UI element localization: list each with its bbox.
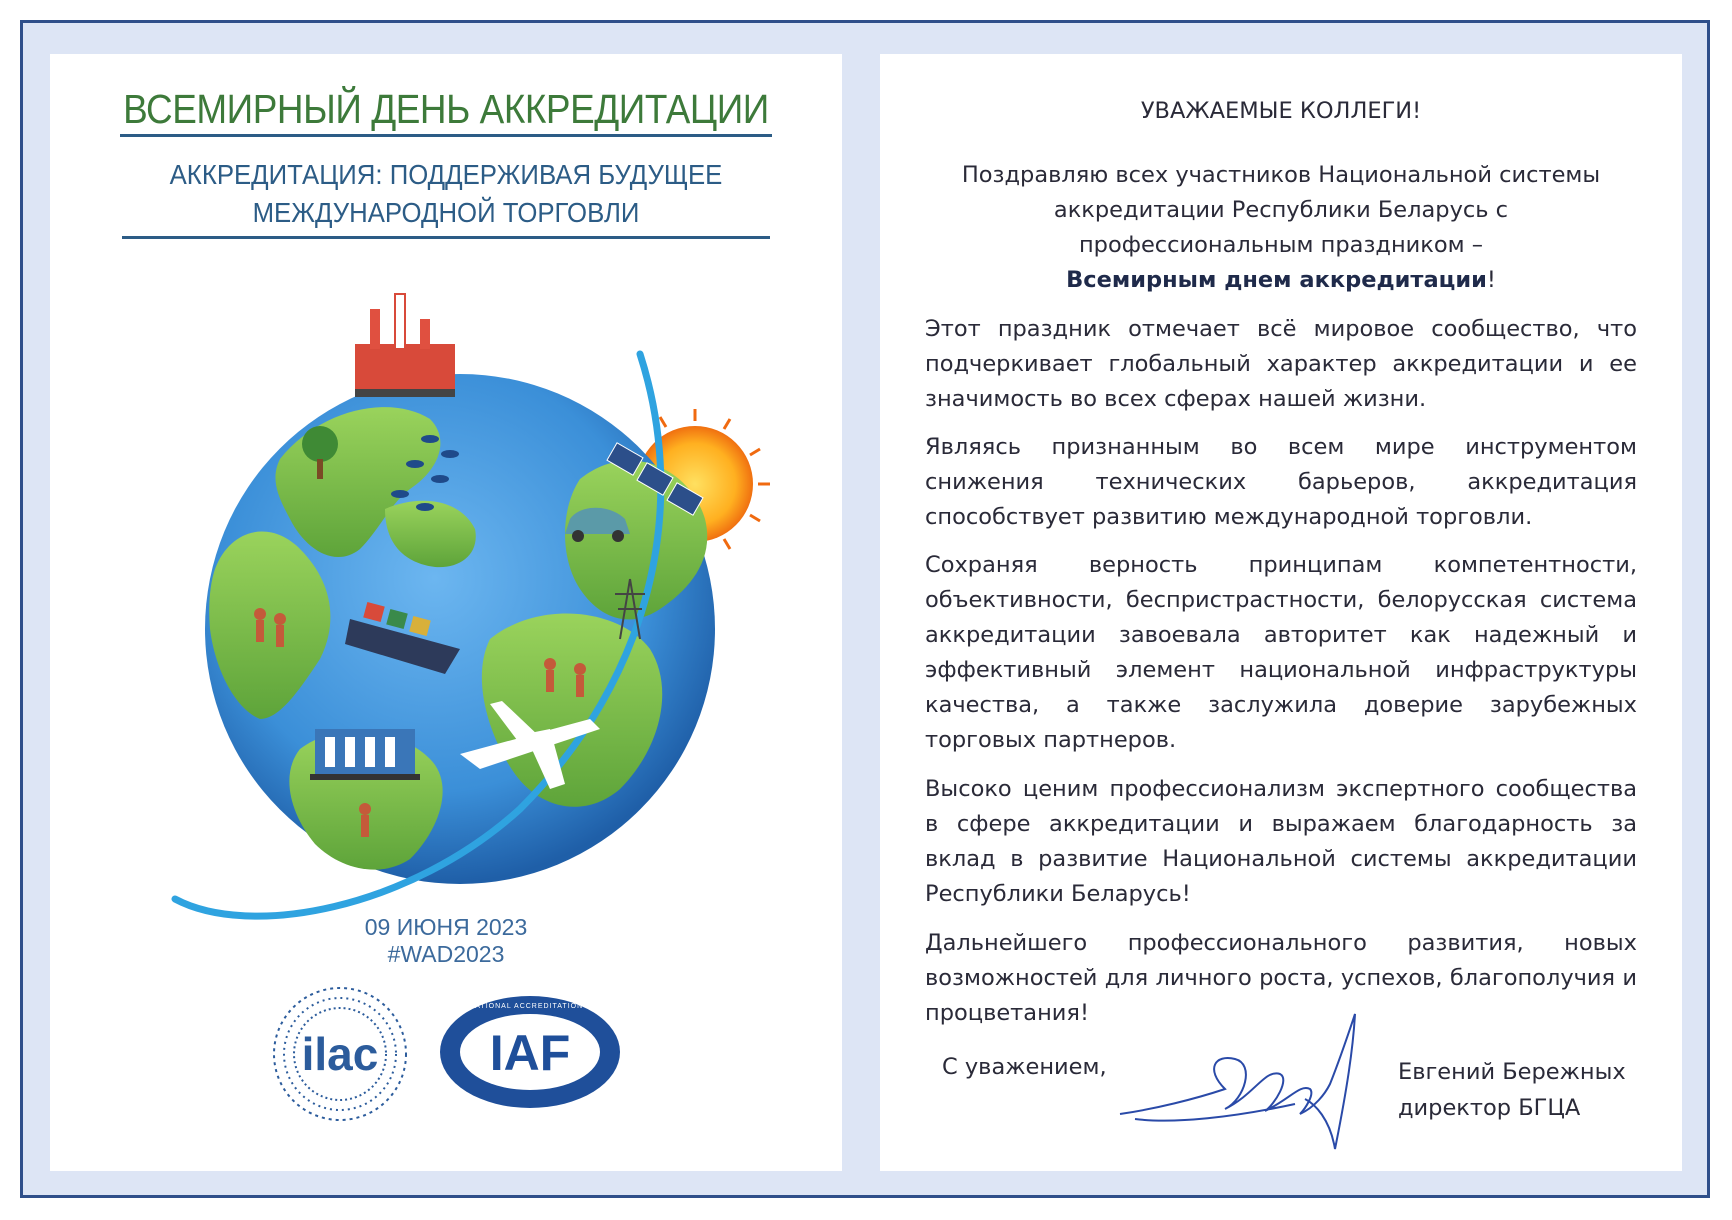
letter-paragraph-3: Сохраняя верность принципам компетентности, объективности, беспристрастности, белорусская система аккредитации завоевала авторитет как надежный и эффективный элемент национальной инфраструктуры качества, а также заслужила доверие зарубежных торговых партнеров. [925,552,1637,753]
letter-closing: С уважением, [942,1054,1107,1080]
letter-paragraph-1: Этот праздник отмечает всё мировое сообщество, что подчеркивает глобальный характер аккредитации и ее значимость во всех сферах нашей жизни. [925,316,1637,412]
signer-title: директор БГЦА [1398,1095,1581,1121]
intro-line1: Поздравляю всех участников Национальной системы [961,162,1601,188]
poster-hashtag: #WAD2023 [387,941,505,967]
iaf-logo-text: IAF [489,1025,571,1081]
letter-paragraph-5: Дальнейшего профессионального развития, новых возможностей для личного роста, успехов, благополучия и процветания! [925,930,1637,1026]
ilac-logo-text: ilac [301,1028,379,1080]
globe-illustration [130,249,830,949]
intro-end: ! [1486,267,1496,293]
letter-paragraph-2: Являясь признанным во всем мире инструментом снижения технических барьеров, аккредитация способствует развитию международной торговли. [925,434,1637,530]
letter-signer [1398,1054,1626,1126]
letter-panel [880,54,1682,1171]
intro-line4 [925,263,1637,298]
poster-subtitle-line1: АККРЕДИТАЦИЯ: ПОДДЕРЖИВАЯ БУДУЩЕЕ [169,159,723,190]
signature-image [1115,999,1375,1169]
title-divider-top [120,134,772,137]
intro-line3: профессиональным праздником – [1078,232,1484,258]
iaf-logo [435,992,625,1112]
signer-name: Евгений Бережных [1398,1059,1626,1085]
intro-line2: аккредитации Республики Беларусь с [1053,197,1509,223]
poster-panel [50,54,842,1171]
poster-subtitle [82,156,811,232]
intro-bold: Всемирным днем аккредитации [1066,267,1487,293]
factory-icon [355,294,455,397]
ilac-logo [270,984,410,1124]
title-divider-bottom [122,236,770,239]
poster-date: 09 ИЮНЯ 2023 [364,914,528,940]
letter-greeting: УВАЖАЕМЫЕ КОЛЛЕГИ! [1140,98,1422,124]
letter-intro [925,158,1637,298]
building-icon [310,729,420,780]
poster-date-block [50,914,842,968]
poster-subtitle-line2: МЕЖДУНАРОДНОЙ ТОРГОВЛИ [252,197,640,228]
poster-title: ВСЕМИРНЫЙ ДЕНЬ АККРЕДИТАЦИИ [123,86,769,132]
letter-paragraph-4: Высоко ценим профессионализм экспертного сообщества в сфере аккредитации и выражаем благодарность за вклад в развитие Национальной системы аккредитации Республики Беларусь! [925,776,1637,907]
iaf-logo-ring-text: INTERNATIONAL ACCREDITATION FORUM [443,1003,617,1010]
